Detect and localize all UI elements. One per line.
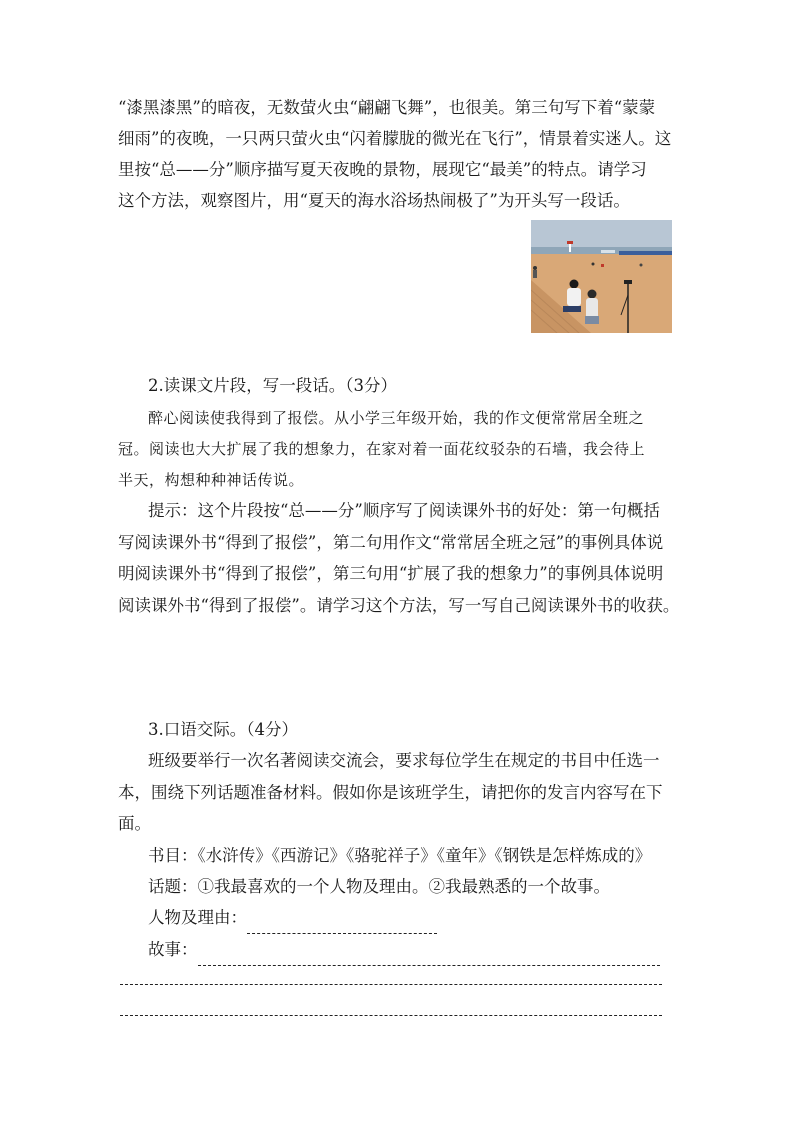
q2-excerpt-line-1: 醉心阅读使我得到了报偿。从小学三年级开始，我的作文便常常居全班之 [148, 409, 645, 427]
story-label: 故事： [148, 940, 198, 959]
q2-hint-line-4: 阅读课外书“得到了报偿”。请学习这个方法，写一写自己阅读课外书的收获。 [118, 596, 680, 615]
q3-topics: 话题：①我最喜欢的一个人物及理由。②我最熟悉的一个故事。 [148, 877, 610, 896]
q2-hint-line-1: 提示：这个片段按“总——分”顺序写了阅读课外书的好处：第一句概括 [148, 501, 660, 520]
character-reason-answer-line[interactable] [247, 913, 437, 934]
story-row [148, 934, 708, 966]
character-reason-row [148, 902, 708, 934]
q2-hint-line-3: 明阅读课外书“得到了报偿”，第三句用“扩展了我的想象力”的事例具体说明 [118, 564, 664, 583]
intro-line-4: 这个方法，观察图片，用“夏天的海水浴场热闹极了”为开头写一段话。 [118, 191, 630, 210]
story-answer-line-3[interactable] [120, 995, 662, 1016]
beach-photo [531, 220, 672, 333]
q2-hint-line-2: 写阅读课外书“得到了报偿”，第二句用作文“常常居全班之冠”的事例具体说 [118, 533, 664, 552]
story-answer-line-1[interactable] [198, 945, 660, 966]
q2-excerpt-line-2: 冠。阅读也大大扩展了我的想象力，在家对着一面花纹驳杂的石墙，我会待上 [118, 440, 646, 458]
q3-body-line-3: 面。 [118, 814, 151, 833]
q2-heading: 2.读课文片段，写一段话。（3分） [148, 376, 397, 395]
q2-excerpt-line-3: 半天，构想种种神话传说。 [118, 471, 305, 489]
q3-books: 书目：《水浒传》《西游记》《骆驼祥子》《童年》《钢铁是怎样炼成的》 [148, 846, 652, 865]
intro-line-2: 细雨”的夜晚，一只两只萤火虫“闪着朦胧的微光在飞行”，情景着实迷人。这 [118, 129, 672, 148]
story-answer-line-2[interactable] [120, 964, 662, 985]
character-reason-label: 人物及理由： [148, 908, 247, 927]
intro-line-1: “漆黑漆黑”的暗夜，无数萤火虫“翩翩飞舞”，也很美。第三句写下着“蒙蒙 [118, 98, 656, 117]
intro-line-3: 里按“总——分”顺序描写夏天夜晚的景物，展现它“最美”的特点。请学习 [118, 160, 647, 179]
q3-body-line-1: 班级要举行一次名著阅读交流会，要求每位学生在规定的书目中任选一 [148, 751, 660, 770]
q3-heading: 3.口语交际。（4分） [148, 720, 298, 739]
q3-body-line-2: 本，围绕下列话题准备材料。假如你是该班学生，请把你的发言内容写在下 [118, 783, 663, 802]
